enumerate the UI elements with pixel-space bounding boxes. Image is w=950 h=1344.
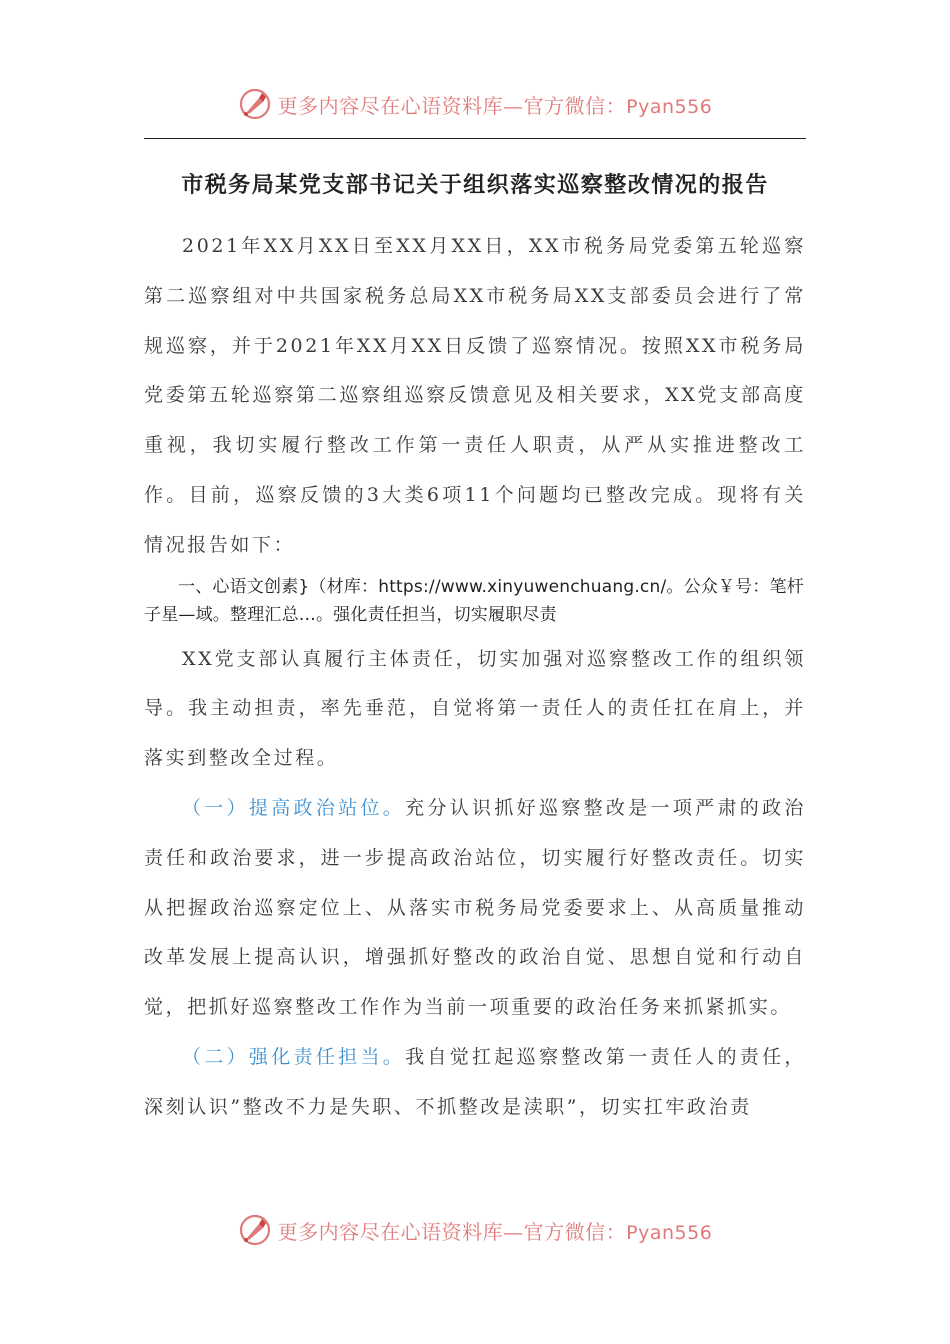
section1-paragraph: XX党支部认真履行主体责任，切实加强对巡察整改工作的组织领导。我主动担责，率先垂范，自觉将第一责任人的责任扛在肩上，并落实到整改全过程。 xyxy=(144,647,806,770)
banner-text: 更多内容尽在心语资料库—官方微信：Pyan556 xyxy=(277,1219,713,1244)
document-body xyxy=(144,222,806,1133)
section-heading-1: 一、心语文创素}（材库：https://www.xinyuwenchuang.cn/。公众￥号：笔杆子星—域。整理汇总…。强化责任担当，切实履职尽责 xyxy=(144,576,804,625)
intro-paragraph: 2021年XX月XX日至XX月XX日，XX市税务局党委第五轮巡察第二巡察组对中共国家税务总局XX市税务局XX支部委员会进行了常规巡察，并于2021年XX月XX日反馈了巡察情况。按照XX市税务局党委第五轮巡察第二巡察组巡察反馈意见及相关要求，XX党支部高度重视，我切实履行整改工作第一责任人职责，从严从实推进整改工作。目前，巡察反馈的3大类6项11个问题均已整改完成。现将有关情况报告如下： xyxy=(144,235,806,556)
banner-wechat-id: Pyan556 xyxy=(626,1221,713,1244)
header-rule xyxy=(144,138,806,139)
sub1-paragraph xyxy=(144,784,806,1033)
subheading-2: （二）强化责任担当。 xyxy=(182,1045,406,1068)
subheading-1: （一）提高政治站位。 xyxy=(182,796,406,819)
banner-text: 更多内容尽在心语资料库—官方微信：Pyan556 xyxy=(277,93,713,118)
bottom-banner xyxy=(0,1210,950,1250)
sub2-paragraph xyxy=(144,1033,806,1133)
sub2-body: 我自觉扛起巡察整改第一责任人的责任，深刻认识”整改不力是失职、不抓整改是渎职”，切实扛牢政治责 xyxy=(144,1045,806,1118)
top-banner xyxy=(0,84,950,124)
pen-nib-logo-icon xyxy=(238,87,272,121)
sub1-body: 充分认识抓好巡察整改是一项严肃的政治责任和政治要求，进一步提高政治站位，切实履行好整改责任。切实从把握政治巡察定位上、从落实市税务局党委要求上、从高质量推动改革发展上提高认识，增强抓好整改的政治自觉、思想自觉和行动自觉，把抓好巡察整改工作作为当前一项重要的政治任务来抓紧抓实。 xyxy=(144,796,806,1019)
document-title: 市税务局某党支部书记关于组织落实巡察整改情况的报告 xyxy=(181,172,769,198)
pen-nib-logo-icon xyxy=(238,1213,272,1247)
banner-wechat-id: Pyan556 xyxy=(626,95,713,118)
